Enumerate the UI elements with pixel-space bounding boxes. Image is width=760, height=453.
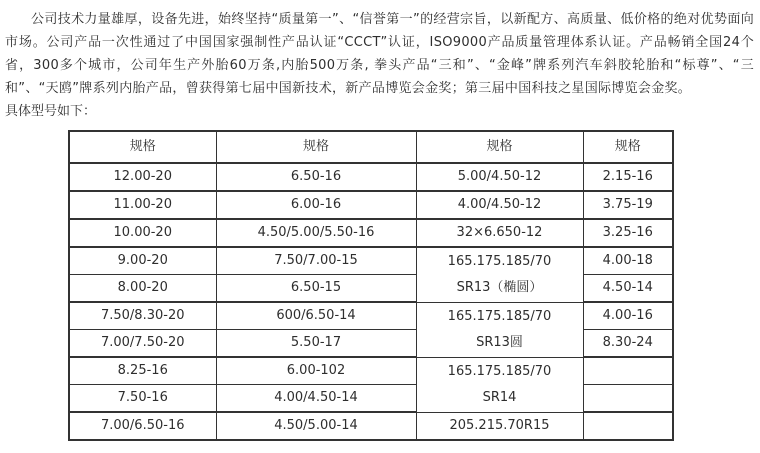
company-description: 公司技术力量雄厚，设备先进，始终坚持“质量第一”、“信誉第一”的经营宗旨，以新配方、高质量、低价格的绝对优势面向市场。公司产品一次性通过了中国国家强制性产品认证“CCCT”认证，ISO9000产品质量管理体系认证。产品畅销全国24个省，300多个城市，公司年生产外胎60万条,内胎500万条, 拳头产品“三和”、“金峰”牌系列汽车斜胶轮胎和“标尊”、“三和”、“天鸥”牌系列内胎产品，曾获得第七届中国新技术，新产品博览会金奖；第三届中国科技之星国际博览会金奖。 — [5, 12, 754, 96]
spec-row — [69, 302, 673, 330]
spec-row — [69, 412, 673, 440]
spec-cell: 205.215.70R15 — [416, 412, 583, 440]
spec-cell-line: SR13圆 — [476, 334, 523, 350]
spec-cell: 7.50-16 — [69, 385, 216, 413]
spec-cell: 7.00/7.50-20 — [69, 330, 216, 358]
spec-table-body — [69, 163, 673, 440]
spec-cell: 4.00/4.50-12 — [416, 191, 583, 219]
spec-cell: 5.00/4.50-12 — [416, 163, 583, 191]
spec-row — [69, 357, 673, 385]
spec-cell: 9.00-20 — [69, 247, 216, 275]
spec-header-cell: 规格 — [216, 131, 416, 163]
spec-cell: 12.00-20 — [69, 163, 216, 191]
spec-cell: 4.50-14 — [583, 275, 673, 303]
spec-cell-line: 165.175.185/70 — [447, 253, 552, 269]
spec-cell: 3.75-19 — [583, 191, 673, 219]
spec-cell: 4.50/5.00/5.50-16 — [216, 219, 416, 247]
spec-cell: 4.50/5.00-14 — [216, 412, 416, 440]
spec-cell: 10.00-20 — [69, 219, 216, 247]
spec-header-cell: 规格 — [583, 131, 673, 163]
spec-cell: 7.50/8.30-20 — [69, 302, 216, 330]
spec-cell — [416, 357, 583, 412]
spec-row — [69, 385, 673, 413]
spec-cell: 8.30-24 — [583, 330, 673, 358]
spec-cell: 2.15-16 — [583, 163, 673, 191]
spec-row — [69, 219, 673, 247]
spec-cell: 6.50-15 — [216, 275, 416, 303]
spec-cell — [583, 357, 673, 385]
table-intro: 具体型号如下： — [5, 104, 97, 119]
spec-cell: 8.00-20 — [69, 275, 216, 303]
spec-cell: 6.00-16 — [216, 191, 416, 219]
spec-cell: 3.25-16 — [583, 219, 673, 247]
spec-table — [68, 130, 674, 441]
spec-cell — [583, 385, 673, 413]
spec-row — [69, 163, 673, 191]
spec-header-cell: 规格 — [416, 131, 583, 163]
spec-cell — [583, 412, 673, 440]
spec-cell: 7.50/7.00-15 — [216, 247, 416, 275]
spec-row — [69, 247, 673, 275]
spec-cell: 6.50-16 — [216, 163, 416, 191]
spec-cell: 6.00-102 — [216, 357, 416, 385]
spec-header-row — [69, 131, 673, 163]
spec-cell — [416, 247, 583, 302]
spec-cell: 8.25-16 — [69, 357, 216, 385]
spec-cell: 4.00-16 — [583, 302, 673, 330]
spec-row — [69, 330, 673, 358]
spec-cell-line: SR14 — [482, 389, 517, 405]
spec-cell: 32×6.650-12 — [416, 219, 583, 247]
spec-cell: 5.50-17 — [216, 330, 416, 358]
spec-cell: 7.00/6.50-16 — [69, 412, 216, 440]
spec-row — [69, 275, 673, 303]
spec-cell-line: 165.175.185/70 — [447, 363, 552, 379]
spec-row — [69, 191, 673, 219]
spec-cell: 11.00-20 — [69, 191, 216, 219]
spec-header-cell: 规格 — [69, 131, 216, 163]
spec-cell-line: SR13（椭圆） — [456, 279, 543, 295]
spec-cell: 4.00/4.50-14 — [216, 385, 416, 413]
spec-cell — [416, 302, 583, 357]
spec-table-header — [69, 131, 673, 163]
spec-cell: 4.00-18 — [583, 247, 673, 275]
spec-cell: 600/6.50-14 — [216, 302, 416, 330]
spec-cell-line: 165.175.185/70 — [447, 308, 552, 324]
